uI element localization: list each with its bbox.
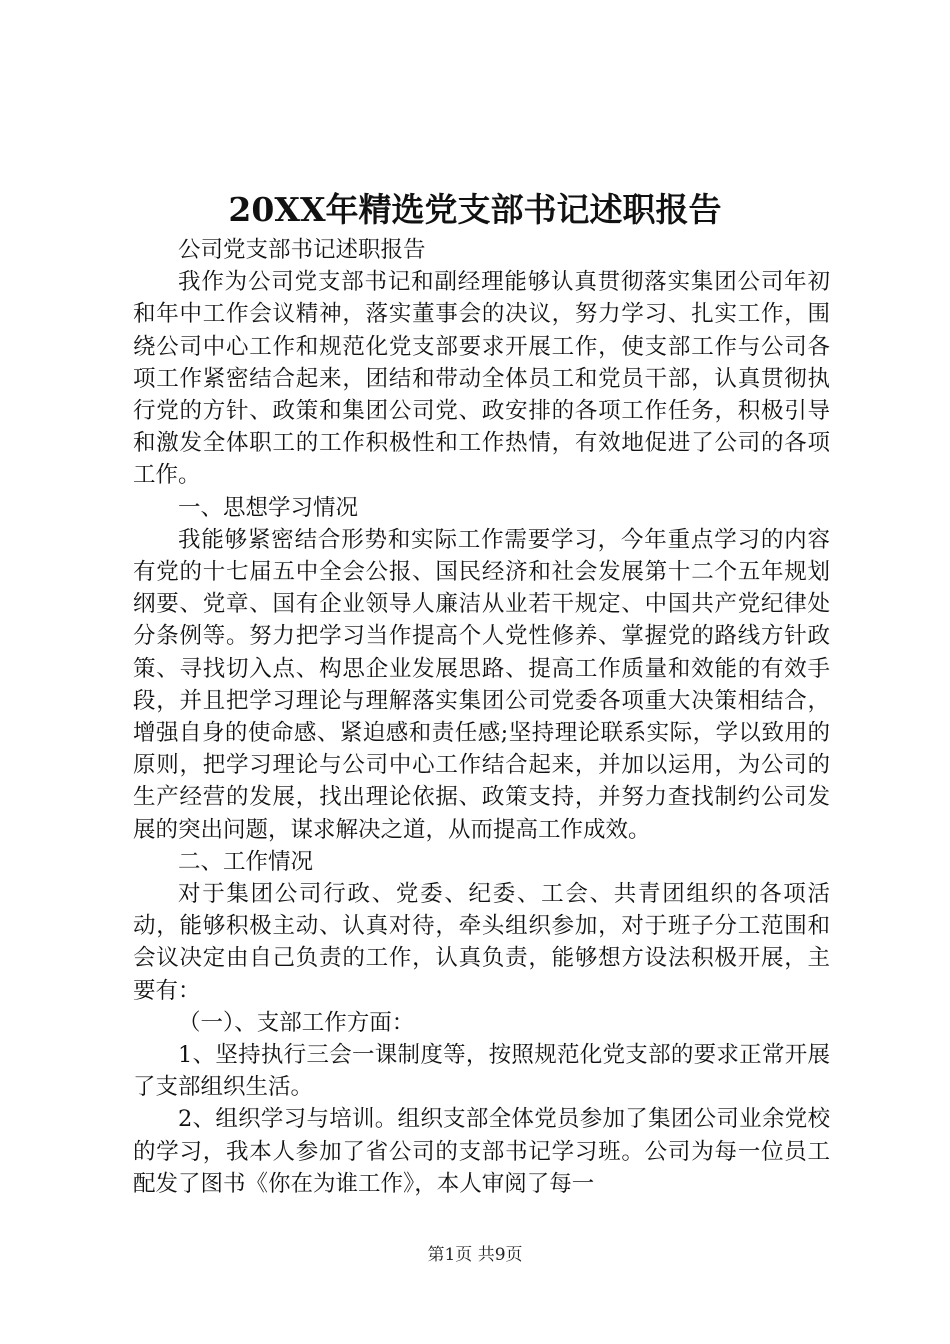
page-number-footer: 第1页 共9页 (427, 1245, 523, 1265)
document-title: 20XX年精选党支部书记述职报告 (228, 190, 722, 229)
section-heading-study: 一、思想学习情况 (178, 494, 359, 521)
paragraph-study: 我能够紧密结合形势和实际工作需要学习，今年重点学习的内容有党的十七届五中全会公报、国民经济和社会发展第十二个五年规划纲要、党章、国有企业领导人廉洁从业若干规定、中国共产党纪律处分条例等。努力把学习当作提高个人党性修养、掌握党的路线方针政策、寻找切入点、构思企业发展思路、提高工作质量和效能的有效手段，并且把学习理论与理解落实集团公司党委各项重大决策相结合，增强自身的使命感、紧迫感和责任感;坚持理论联系实际，学以致用的原则，把学习理论与公司中心工作结合起来，并加以运用，为公司的生产经营的发展，找出理论依据、政策支持，并努力查找制约公司发展的突出问题，谋求解决之道，从而提高工作成效。 (133, 526, 830, 843)
paragraph-item-1: 1、坚持执行三会一课制度等，按照规范化党支部的要求正常开展了支部组织生活。 (133, 1042, 830, 1101)
paragraph-intro: 我作为公司党支部书记和副经理能够认真贯彻落实集团公司年初和年中工作会议精神，落实董事会的决议，努力学习、扎实工作，围绕公司中心工作和规范化党支部要求开展工作，使支部工作与公司各项工作紧密结合起来，团结和带动全体员工和党员干部，认真贯彻执行党的方针、政策和集团公司党、政安排的各项工作任务，积极引导和激发全体职工的工作积极性和工作热情，有效地促进了公司的各项工作。 (133, 269, 830, 489)
paragraph-subtitle: 公司党支部书记述职报告 (178, 237, 426, 263)
section-heading-work: 二、工作情况 (178, 848, 314, 875)
paragraph-item-2: 2、组织学习与培训。组织支部全体党员参加了集团公司业余党校的学习，我本人参加了省公司的支部书记学习班。公司为每一位员工配发了图书《你在为谁工作》，本人审阅了每一 (133, 1106, 830, 1197)
paragraph-work: 对于集团公司行政、党委、纪委、工会、共青团组织的各项活动，能够积极主动、认真对待，牵头组织参加，对于班子分工范围和会议决定由自己负责的工作，认真负责，能够想方设法积极开展，主要有： (133, 881, 830, 1004)
subsection-heading-branch: （一）、支部工作方面： (178, 1009, 415, 1036)
document-body (133, 234, 830, 1200)
